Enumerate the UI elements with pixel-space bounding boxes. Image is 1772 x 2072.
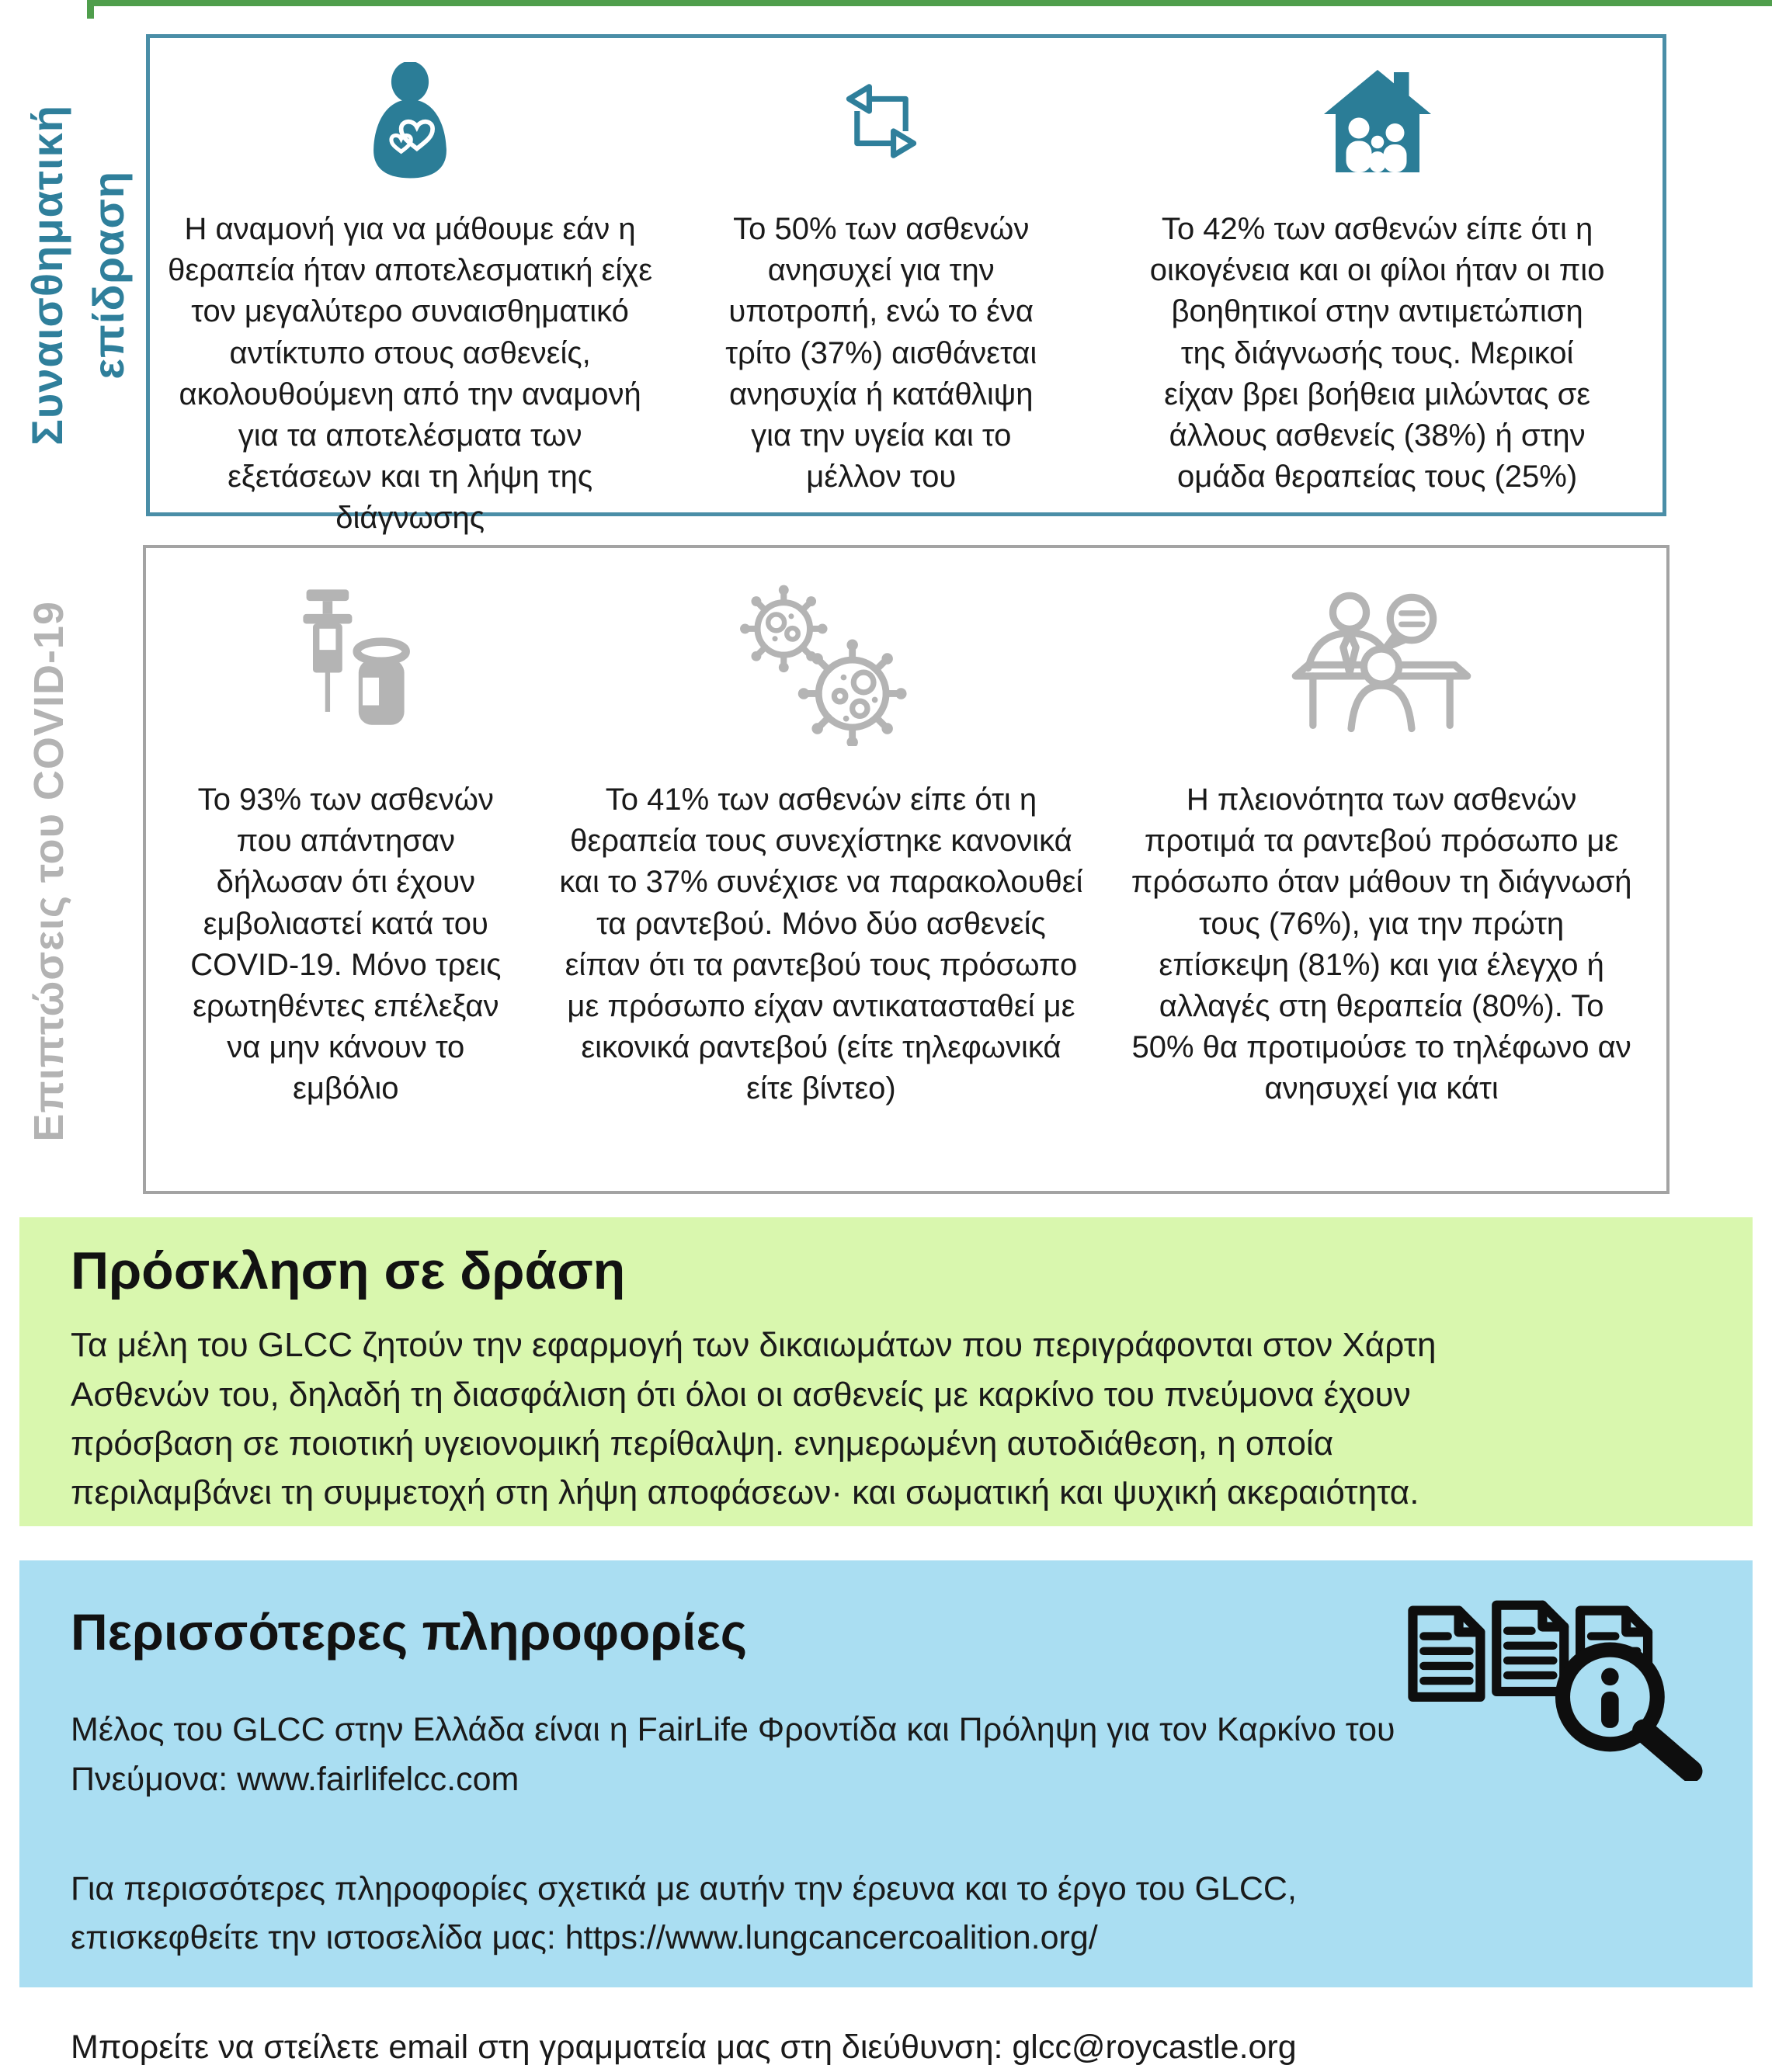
call-to-action-title: Πρόσκληση σε δράση — [71, 1241, 626, 1300]
fairlife-website-link[interactable]: www.fairlifelcc.com — [237, 1760, 519, 1798]
card-treatment-continuity — [541, 568, 1102, 1183]
card-recurrence-worry — [665, 52, 1096, 540]
emotional-impact-panel — [146, 34, 1666, 536]
card-family-support — [1096, 52, 1658, 540]
patient-hearts-icon — [360, 52, 460, 190]
card-appointment-preference — [1101, 568, 1662, 1183]
doctor-consultation-icon — [1286, 568, 1477, 761]
section-label-line: Επιπτώσεις του COVID-19 — [26, 601, 72, 1142]
section-label-line: Συναισθηματική — [23, 104, 71, 446]
info-paragraph-email — [71, 2023, 1437, 2072]
card-text: Το 41% των ασθενών είπε ότι η θεραπεία τους συνεχίστηκε κανονικά και το 37% συνέχισε να παρακολουθεί τα ραντεβού. Μόνο δύο ασθενείς είπαν ότι τα ραντεβού τους πρόσωπο με πρόσωπο είχαν αντικατασταθεί με εικονικά ραντεβού (είτε τηλεφωνικά είτε βίντεο) — [559, 783, 1083, 1106]
glcc-website-link[interactable]: https://www.lungcancercoalition.org/ — [565, 1918, 1098, 1956]
documents-search-info-icon — [1405, 1591, 1715, 1781]
coronavirus-icon — [734, 568, 909, 761]
section-label-covid-impact — [6, 543, 92, 1199]
card-text: Η πλειονότητα των ασθενών προτιμά τα ραντεβού πρόσωπο με πρόσωπο όταν μάθουν τη διάγνωσή τους (76%), για την πρώτη επίσκεψη (81%) και για έλεγχο ή αλλαγές στη θεραπεία (80%). Το 50% θα προτιμούσε το τηλέφωνο αν ανησυχεί για κάτι — [1131, 783, 1632, 1106]
card-text: Το 93% των ασθενών που απάντησαν δήλωσαν ότι έχουν εμβολιαστεί κατά του COVID-19. Μόνο τρεις ερωτηθέντες επέλεξαν να μην κάνουν το εμβόλιο — [190, 783, 502, 1106]
glcc-email-link[interactable]: glcc@roycastle.org — [1012, 2029, 1297, 2067]
section-label-emotional-impact — [16, 34, 140, 515]
recurrence-arrows-icon — [831, 52, 932, 190]
covid-impact-panel — [143, 545, 1670, 1194]
card-text: Το 42% των ασθενών είπε ότι η οικογένεια και οι φίλοι ήταν οι πιο βοηθητικοί στην αντιμετώπιση της διάγνωσής τους. Μερικοί είχαν βρει βοήθεια μιλώντας σε άλλους ασθενείς (38%) ή στην ομάδα θεραπείας τους (25%) — [1149, 212, 1605, 495]
paragraph-text: Μέλος του GLCC στην Ελλάδα είναι η FairLife Φροντίδα και Πρόληψη για τον Καρκίνο του Πνεύμονα: — [71, 1711, 1395, 1798]
card-text: Η αναμονή για να μάθουμε εάν η θεραπεία ήταν αποτελεσματική είχε τον μεγαλύτερο συναισθηματικό αντίκτυπο στους ασθενείς, ακολουθούμενη από την αναμονή για τα αποτελέσματα των εξετάσεων και τη λήψη της διάγνωσης — [168, 212, 653, 536]
card-waiting-impact — [155, 52, 665, 540]
house-family-icon — [1319, 52, 1436, 190]
section-label-line: επίδραση — [84, 170, 133, 380]
card-vaccination — [151, 568, 541, 1183]
paragraph-text: Για περισσότερες πληροφορίες σχετικά με αυτήν την έρευνα και το έργο του GLCC, επισκεφθείτε την ιστοσελίδα μας: — [71, 1869, 1297, 1956]
top-green-box-corner — [87, 0, 94, 19]
more-information-section — [19, 1560, 1753, 2067]
syringe-vial-icon — [264, 568, 427, 761]
call-to-action-section — [19, 1217, 1753, 1526]
paragraph-text: Μπορείτε να στείλετε email στη γραμματεία μας στη διεύθυνση: — [71, 2029, 1013, 2067]
more-information-title: Περισσότερες πληροφορίες — [71, 1603, 748, 1661]
card-text: Το 50% των ασθενών ανησυχεί για την υποτροπή, ενώ το ένα τρίτο (37%) αισθάνεται ανησυχία ή κατάθλιψη για την υγεία και το μέλλον του — [725, 212, 1037, 495]
info-paragraph-website — [71, 1865, 1437, 1963]
info-paragraph-member — [71, 1706, 1437, 1803]
top-green-box-border — [87, 0, 1772, 6]
call-to-action-body: Τα μέλη του GLCC ζητούν την εφαρμογή των δικαιωμάτων που περιγράφονται στον Χάρτη Ασθενών του, δηλαδή τη διασφάλιση ότι όλοι οι ασθενείς με καρκίνο του πνεύμονα έχουν πρόσβαση σε ποιοτική υγειονομική περίθαλψη. ενημερωμένη αυτοδιάθεση, η οποία περιλαμβάνει τη συμμετοχή στη λήψη αποφάσεων· και σωματική και ψυχική ακεραιότητα. — [71, 1326, 1437, 1512]
